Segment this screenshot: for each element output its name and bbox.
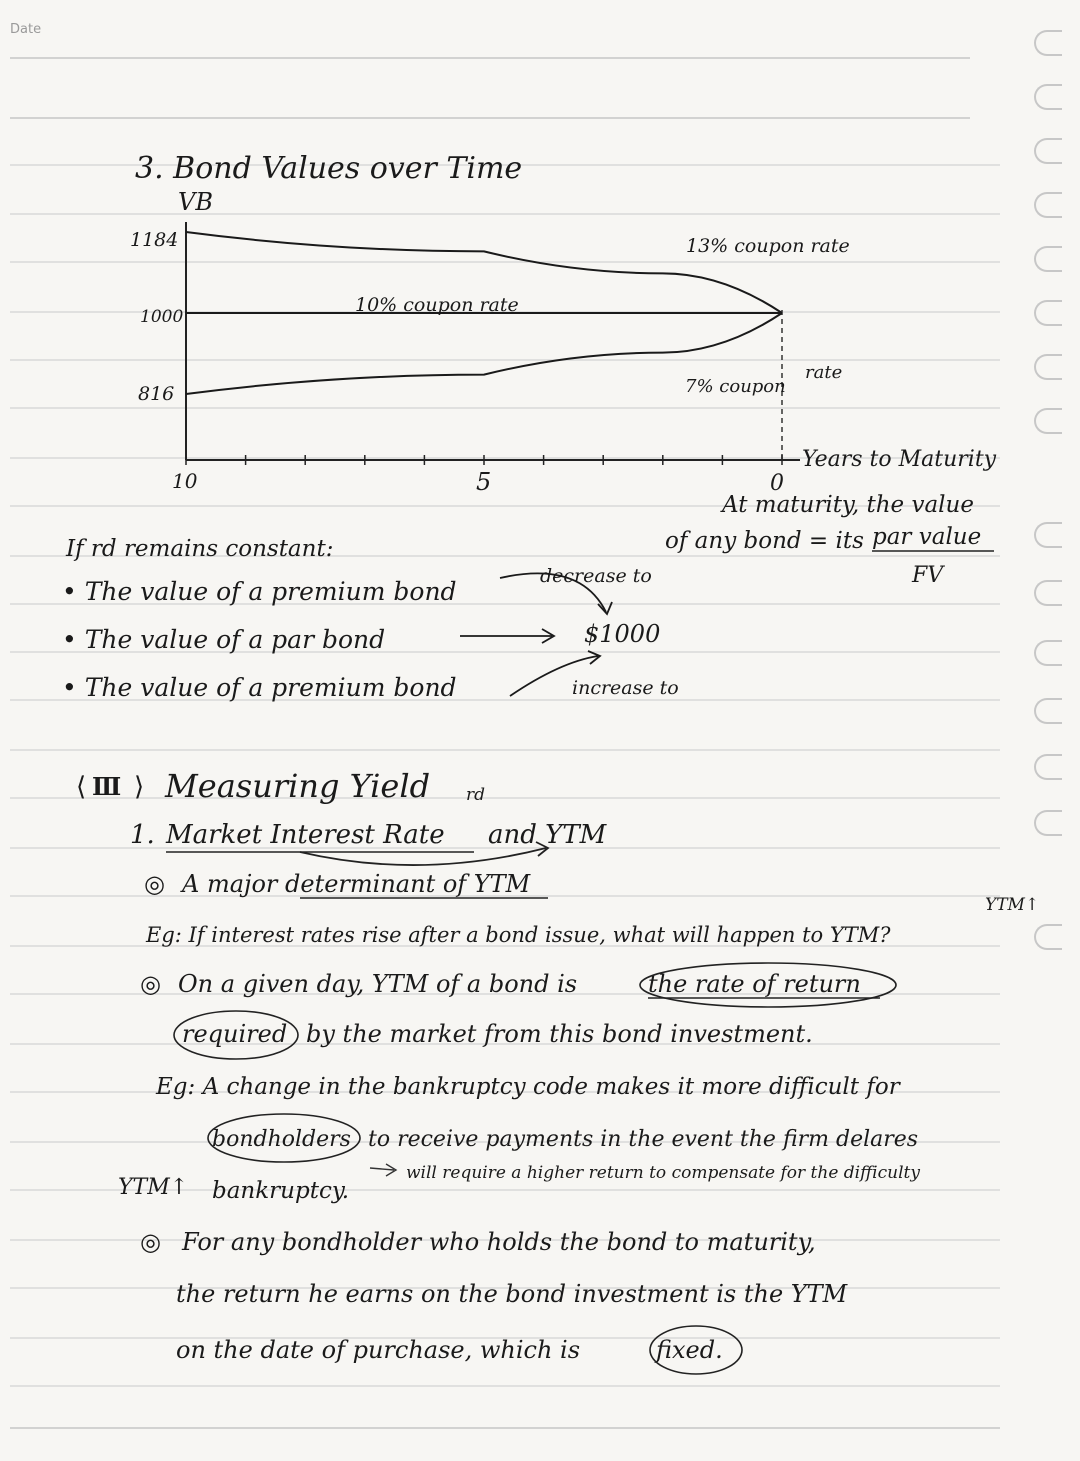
- bond-value-chart: [130, 188, 997, 496]
- ytm-up-note: YTM↑: [985, 895, 1040, 915]
- x-tick-label: 10: [172, 469, 198, 493]
- face-value-label: FV: [912, 563, 944, 588]
- bullet-mark: ◎: [140, 1228, 161, 1256]
- example-2-note: will require a higher return to compensate for the difficulty: [406, 1163, 920, 1183]
- point-holder-line3: on the date of purchase, which is: [176, 1336, 581, 1364]
- example-2-line2: to receive payments in the event the firm delares: [368, 1127, 919, 1152]
- y-tick-label: 1184: [130, 229, 179, 251]
- section-bracket-close: ⟩: [134, 772, 145, 802]
- bullet-discount: • The value of a premium bond: [62, 673, 457, 702]
- subsection-underlined: Market Interest Rate: [166, 820, 445, 850]
- bullet-mark: ◎: [140, 970, 161, 998]
- y-tick-label: 816: [138, 383, 175, 405]
- point-ytm-definition-d: by the market from this bond investment.: [306, 1020, 813, 1048]
- bullet-par: • The value of a par bond: [62, 625, 386, 654]
- series-label-discount-2: rate: [805, 362, 843, 383]
- section-heading: Measuring Yield: [165, 767, 431, 805]
- note-arrow: [370, 1168, 394, 1170]
- target-value: $1000: [584, 620, 661, 648]
- relation-arrow: [300, 848, 546, 865]
- bullet-mark: ◎: [144, 870, 165, 898]
- point-ytm-definition-b: the rate of return: [648, 970, 861, 998]
- point-holder-line1: For any bondholder who holds the bond to maturity,: [182, 1228, 816, 1256]
- maturity-note-line2: of any bond = its: [665, 528, 864, 554]
- series-label-premium: 13% coupon rate: [686, 235, 850, 257]
- increase-label: increase to: [572, 677, 679, 699]
- point-ytm-definition-a: On a given day, YTM of a bond is: [178, 970, 578, 998]
- point-holder-line2: the return he earns on the bond investment is the YTM: [176, 1280, 848, 1308]
- par-value-underlined: par value: [872, 524, 982, 550]
- point-ytm-definition-c: required: [182, 1020, 288, 1048]
- point-determinant: A major determinant of YTM: [182, 870, 531, 898]
- date-label: Date: [10, 22, 42, 37]
- x-tick-label: 0: [770, 471, 784, 496]
- decrease-label: decrease to: [540, 565, 652, 587]
- series-label-discount: 7% coupon: [685, 376, 786, 397]
- ruled-lines: [10, 58, 1000, 1428]
- example-2-bondholders: bondholders: [212, 1127, 351, 1152]
- example-2-line3: bankruptcy.: [212, 1178, 350, 1204]
- series-label-par: 10% coupon rate: [355, 294, 519, 316]
- x-axis-label: Years to Maturity: [802, 447, 997, 472]
- bullet-premium: • The value of a premium bond: [62, 577, 457, 606]
- y-axis-label: VB: [178, 188, 213, 216]
- ytm-up-note-2: YTM↑: [118, 1175, 189, 1200]
- y-tick-label: 1000: [140, 307, 184, 327]
- example-2-line1: Eg: A change in the bankruptcy code makes it more difficult for: [156, 1074, 900, 1100]
- constant-intro: If rd remains constant:: [66, 536, 334, 562]
- fixed-word: fixed.: [656, 1336, 723, 1364]
- maturity-note-line1: At maturity, the value: [722, 492, 974, 518]
- subsection-number: 1.: [130, 820, 155, 850]
- section-numeral: Ⅲ: [92, 772, 122, 801]
- example-1: Eg: If interest rates rise after a bond issue, what will happen to YTM?: [146, 923, 891, 947]
- rd-tag: rd: [466, 785, 486, 805]
- section-bracket-open: ⟨: [76, 772, 87, 802]
- x-tick-label: 5: [476, 468, 492, 496]
- section-title: 3. Bond Values over Time: [135, 151, 523, 186]
- subsection-rest: and YTM: [488, 820, 607, 850]
